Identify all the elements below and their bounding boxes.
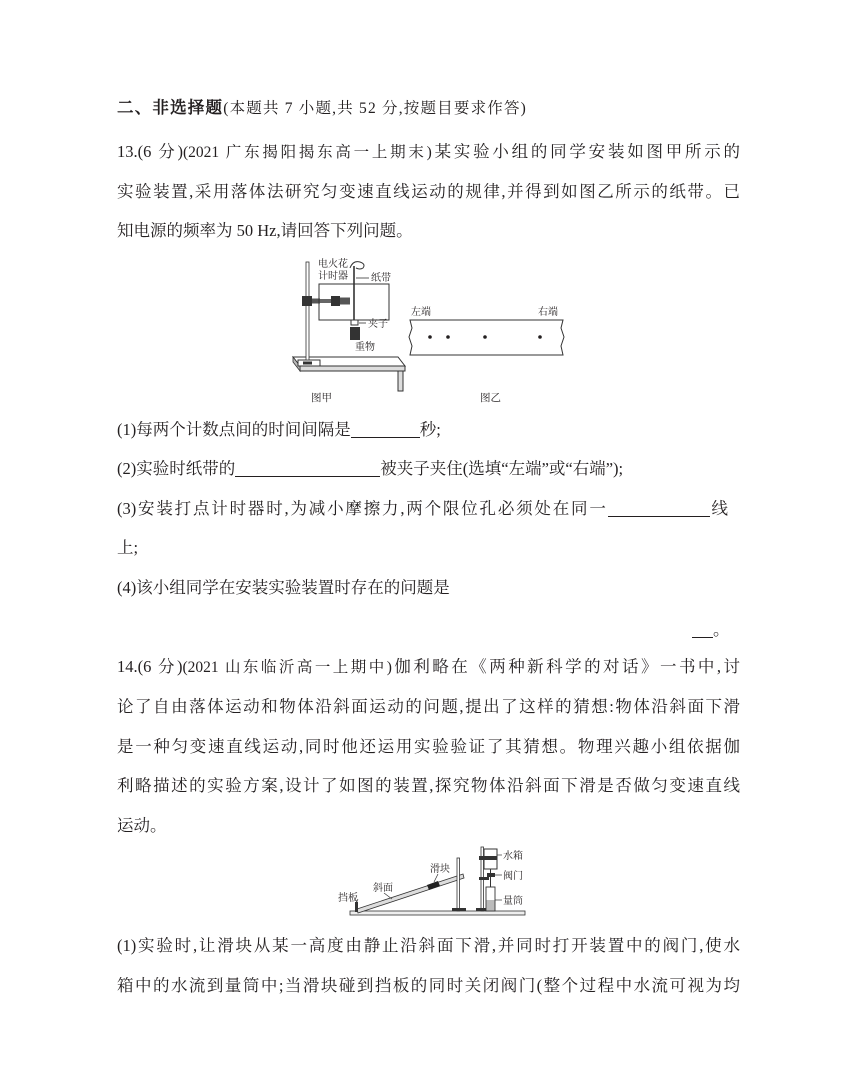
weight <box>350 327 360 340</box>
section-heading <box>117 96 527 120</box>
q13-part-3-end: 线 <box>709 499 728 518</box>
q14-part-1-line: (1)实验时,让滑块从某一高度由静止沿斜面下滑,并同时打开装置中的阀门,使水 <box>117 936 740 955</box>
timer-body <box>331 296 340 306</box>
q13-stem-start: 某实验小组的同学安装如图甲所示的 <box>431 142 741 161</box>
timer-mount <box>320 299 331 303</box>
q13-number: 13.(6 分) <box>117 142 184 161</box>
q13-part-4-answer-end <box>692 618 730 642</box>
stand-base-inner <box>303 362 312 365</box>
q13-figures <box>285 250 575 410</box>
q13-stem-line: 知电源的频率为 50 Hz,请回答下列问题。 <box>117 221 413 240</box>
figure-yi-caption: 图乙 <box>480 393 501 404</box>
q14-incline-figure <box>330 840 530 922</box>
incline-support-pole <box>457 858 460 911</box>
q13-part-3-text: (3)安装打点计时器时,为减小摩擦力,两个限位孔必须处在同一 <box>117 499 608 518</box>
weight-label: 重物 <box>355 342 375 353</box>
tape-dot <box>483 335 487 339</box>
right-end-label: 右端 <box>538 307 558 318</box>
figure-yi <box>409 305 564 404</box>
incline-label: 斜面 <box>373 883 393 894</box>
timer-label-1: 电火花 <box>318 259 348 270</box>
incline-support-base <box>452 908 466 911</box>
q14-number: 14.(6 分) <box>117 657 183 676</box>
ground <box>350 911 525 915</box>
answer-blank <box>351 423 420 438</box>
q13-part-3 <box>117 497 728 521</box>
tape-dot <box>538 335 542 339</box>
left-end-label: 左端 <box>411 307 431 318</box>
table-front <box>300 366 405 371</box>
q14-first-line <box>117 655 740 679</box>
clip-label: 夹子 <box>368 319 388 330</box>
clip <box>351 320 358 325</box>
tank-clamp <box>479 856 497 860</box>
stop-plate-label: 挡板 <box>338 893 358 904</box>
section-note: (本题共 7 小题,共 52 分,按题目要求作答) <box>223 100 528 117</box>
slider-leader <box>434 874 438 882</box>
clamp <box>302 296 312 306</box>
answer-blank <box>692 623 713 638</box>
q14-stem-line: 运动。 <box>117 816 167 835</box>
slider-label: 滑块 <box>430 864 450 875</box>
q13-stem-line: 实验装置,采用落体法研究匀变速直线运动的规律,并得到如图乙所示的纸带。已 <box>117 182 740 201</box>
cylinder-label: 量筒 <box>503 896 523 907</box>
table-leg <box>398 371 403 391</box>
q13-part-1-text: (1)每两个计数点间的时间间隔是 <box>117 420 351 439</box>
q14-stem-line: 论了自由落体运动和物体沿斜面运动的问题,提出了这样的猜想:物体沿斜面下滑 <box>117 697 740 716</box>
section-title: 二、非选择题 <box>117 98 224 117</box>
answer-blank <box>608 502 710 517</box>
slider-block <box>427 881 440 890</box>
q13-part-1 <box>117 418 441 442</box>
hand-icon <box>350 262 364 269</box>
q13-source: (2021 广东揭阳揭东高一上期末) <box>183 144 432 161</box>
tape-dot <box>446 335 450 339</box>
stand-rod <box>306 262 309 360</box>
valve-clamp <box>479 877 489 880</box>
q14-stem-start: 伽利略在《两种新科学的对话》一书中,讨 <box>391 657 740 676</box>
figure-jia-caption: 图甲 <box>311 393 332 404</box>
tank-label: 水箱 <box>503 851 523 862</box>
q13-part-2-end: 被夹子夹住(选填“左端”或“右端”); <box>380 459 624 478</box>
q14-stem-line: 利略描述的实验方案,设计了如图的装置,探究物体沿斜面下滑是否做匀变速直线 <box>117 776 740 795</box>
cylinder-water <box>487 900 495 911</box>
q13-part-4-end: 。 <box>713 620 730 639</box>
q13-first-line <box>117 140 740 164</box>
tape-label: 纸带 <box>371 273 391 284</box>
timer-label-2: 计时器 <box>318 271 348 282</box>
timer-head <box>340 298 350 305</box>
answer-blank <box>235 462 380 477</box>
q13-part-3-continuation: 上; <box>117 538 139 557</box>
valve-label: 阀门 <box>503 871 523 882</box>
figure-jia <box>293 257 405 404</box>
q13-part-1-end: 秒; <box>419 420 441 439</box>
valve <box>487 873 495 877</box>
tape-dot <box>428 335 432 339</box>
q13-part-2 <box>117 457 623 481</box>
q13-part-2-text: (2)实验时纸带的 <box>117 459 236 478</box>
q14-source: (2021 山东临沂高一上期中) <box>182 659 392 676</box>
q13-part-4: (4)该小组同学在安装实验装置时存在的问题是 <box>117 578 450 597</box>
q14-stem-line: 是一种匀变速直线运动,同时他还运用实验验证了其猜想。物理兴趣小组依据伽 <box>117 737 740 756</box>
q14-part-1-line: 箱中的水流到量筒中;当滑块碰到挡板的同时关闭阀门(整个过程中水流可视为均 <box>117 976 740 995</box>
